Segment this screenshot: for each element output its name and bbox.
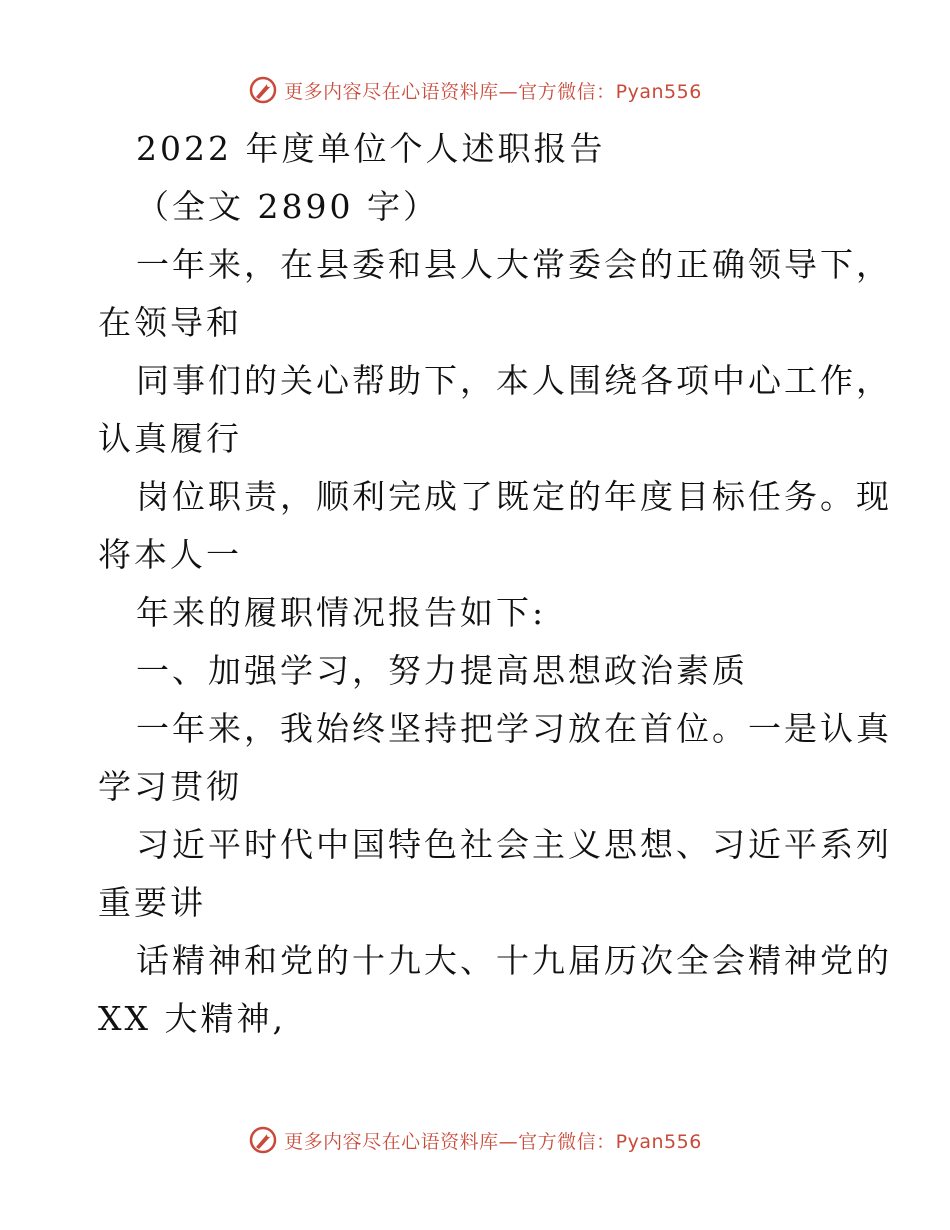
- text-line: 在领导和: [98, 303, 242, 342]
- document-title: 2022 年度单位个人述职报告: [136, 129, 606, 168]
- word-count: （全文 2890 字）: [136, 187, 439, 226]
- text-line: 话精神和党的十九大、十九届历次全会精神党的: [136, 941, 892, 980]
- document-body: [98, 120, 892, 1048]
- quill-logo-icon: [248, 75, 278, 105]
- watermark-footer: [0, 1120, 950, 1160]
- watermark-text: 更多内容尽在心语资料库—官方微信：Pyan556: [284, 1130, 702, 1153]
- watermark-text: 更多内容尽在心语资料库—官方微信：Pyan556: [284, 80, 702, 103]
- text-line: 将本人一: [98, 535, 242, 574]
- text-line: 岗位职责，顺利完成了既定的年度目标任务。现: [136, 477, 892, 516]
- text-line: 学习贯彻: [98, 767, 242, 806]
- quill-logo-icon: [248, 1125, 278, 1155]
- watermark-header: [0, 70, 950, 110]
- text-line: 同事们的关心帮助下，本人围绕各项中心工作，: [136, 361, 892, 400]
- text-line: 认真履行: [98, 419, 242, 458]
- text-line: 重要讲: [98, 883, 206, 922]
- text-line: 年来的履职情况报告如下:: [136, 593, 547, 632]
- section-heading: 一、加强学习，努力提高思想政治素质: [136, 651, 748, 690]
- text-line: 一年来，我始终坚持把学习放在首位。一是认真: [136, 709, 892, 748]
- text-line: XX 大精神,: [98, 999, 286, 1038]
- text-line: 一年来，在县委和县人大常委会的正确领导下，: [136, 245, 892, 284]
- text-line: 习近平时代中国特色社会主义思想、习近平系列: [136, 825, 892, 864]
